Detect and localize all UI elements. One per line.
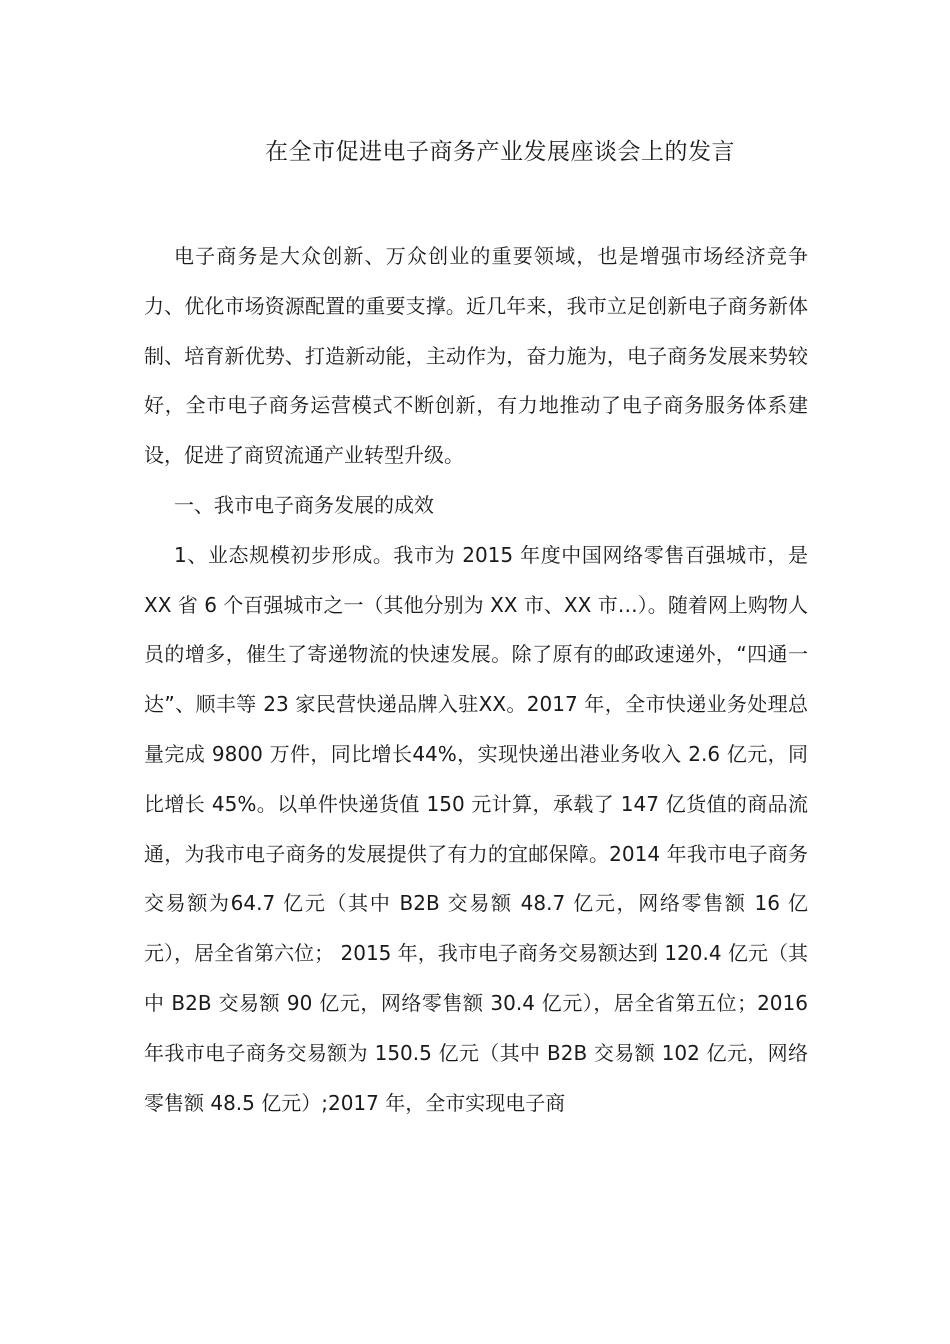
document-body — [144, 232, 808, 1128]
section-heading: 一、我市电子商务发展的成效 — [174, 492, 434, 517]
document-title: 在全市促进电子商务产业发展座谈会上的发言 — [265, 139, 735, 165]
intro-paragraph: 电子商务是大众创新、万众创业的重要领域，也是增强市场经济竞争力、优化市场资源配置的重要支撑。近几年来，我市立足创新电子商务新体制、培育新优势、打造新动能，主动作为，奋力施为，电子商务发展来势较好，全市电子商务运营模式不断创新，有力地推动了电子商务服务体系建设，促进了商贸流通产业转型升级。 — [144, 244, 808, 468]
point-paragraph: 1、业态规模初步形成。我市为 2015 年度中国网络零售百强城市，是 XX 省 6 个百强城市之一（其他分别为 XX 市、XX 市…）。随着网上购物人员的增多，催生了寄递物流的快速发展。除了原有的邮政速递外，“四通一达”、顺丰等 23 家民营快递品牌入驻XX。2017 年，全市快递业务处理总量完成 9800 万件，同比增长44%，实现快递出港业务收入 2.6 亿元，同比增长 45%。以单件快递货值 150 元计算，承载了 147 亿货值的商品流通，为我市电子商务的发展提供了有力的宜邮保障。2014 年我市电子商务交易额为64.7 亿元（其中 B2B 交易额 48.7 亿元，网络零售额 16 亿元），居全省第六位； 2015 年，我市电子商务交易额达到 120.4 亿元（其中 B2B 交易额 90 亿元，网络零售额 30.4 亿元），居全省第五位；2016 年我市电子商务交易额为 150.5 亿元（其中 B2B 交易额 102 亿元，网络零售额 48.5 亿元）;2017 年，全市实现电子商 — [144, 542, 808, 1115]
